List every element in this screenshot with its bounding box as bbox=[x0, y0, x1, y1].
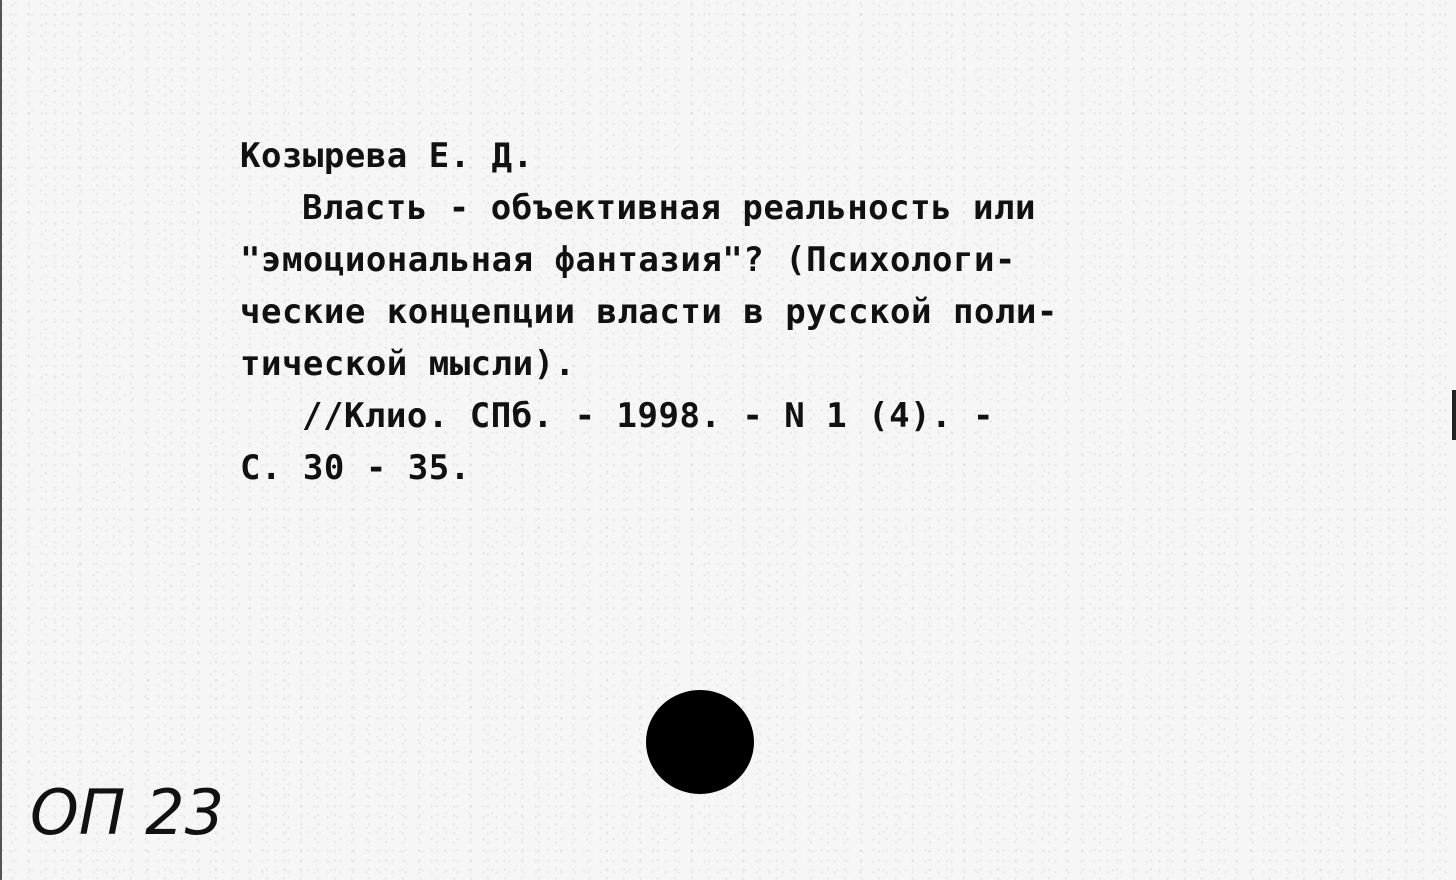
title-line-1: Власть - объективная реальность или bbox=[302, 188, 1036, 228]
handwritten-shelfmark: ОП 23 bbox=[30, 776, 225, 849]
source-line-2: С. 30 - 35. bbox=[240, 448, 471, 488]
title-line-3: ческие концепции власти в русской поли- bbox=[240, 292, 1058, 332]
card-right-edge-mark bbox=[1452, 390, 1456, 440]
punch-hole bbox=[646, 690, 754, 794]
source-line-1: //Клио. СПб. - 1998. - N 1 (4). - bbox=[302, 396, 995, 436]
title-line-2: "эмоциональная фантазия"? (Психологи- bbox=[240, 240, 1016, 280]
card-left-edge bbox=[0, 0, 2, 880]
title-line-4: тической мысли). bbox=[240, 344, 576, 384]
bibliographic-entry bbox=[240, 130, 1200, 494]
author-line: Козырева Е. Д. bbox=[240, 136, 534, 176]
